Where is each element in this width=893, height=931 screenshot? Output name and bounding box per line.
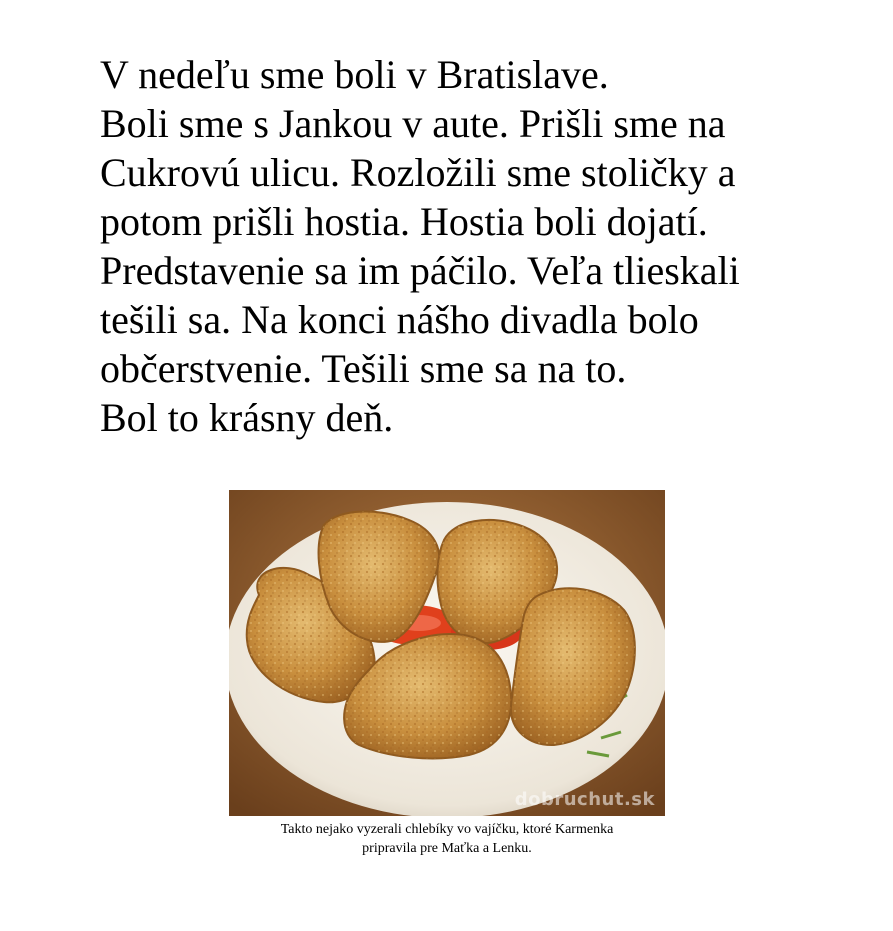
- story-line: tešili sa. Na konci nášho divadla bolo: [100, 297, 699, 342]
- story-line: Predstavenie sa im páčilo. Veľa tlieskali: [100, 248, 740, 293]
- story-line: Boli sme s Jankou v aute. Prišli sme na: [100, 101, 726, 146]
- caption-line: pripravila pre Maťka a Lenku.: [362, 841, 532, 856]
- photo-caption: [200, 820, 694, 858]
- food-photo: [229, 490, 665, 816]
- french-toast-illustration: [229, 490, 665, 816]
- caption-line: Takto nejako vyzerali chlebíky vo vajíčku, ktoré Karmenka: [280, 822, 614, 837]
- story-line: V nedeľu sme boli v Bratislave.: [100, 52, 609, 97]
- story-text: [100, 50, 840, 442]
- photo-watermark: dobruchut.sk: [514, 789, 655, 810]
- story-line: občerstvenie. Tešili sme sa na to.: [100, 346, 627, 391]
- story-line: Bol to krásny deň.: [100, 395, 394, 440]
- story-line: potom prišli hostia. Hostia boli dojatí.: [100, 199, 708, 244]
- story-line: Cukrovú ulicu. Rozložili sme stoličky a: [100, 150, 736, 195]
